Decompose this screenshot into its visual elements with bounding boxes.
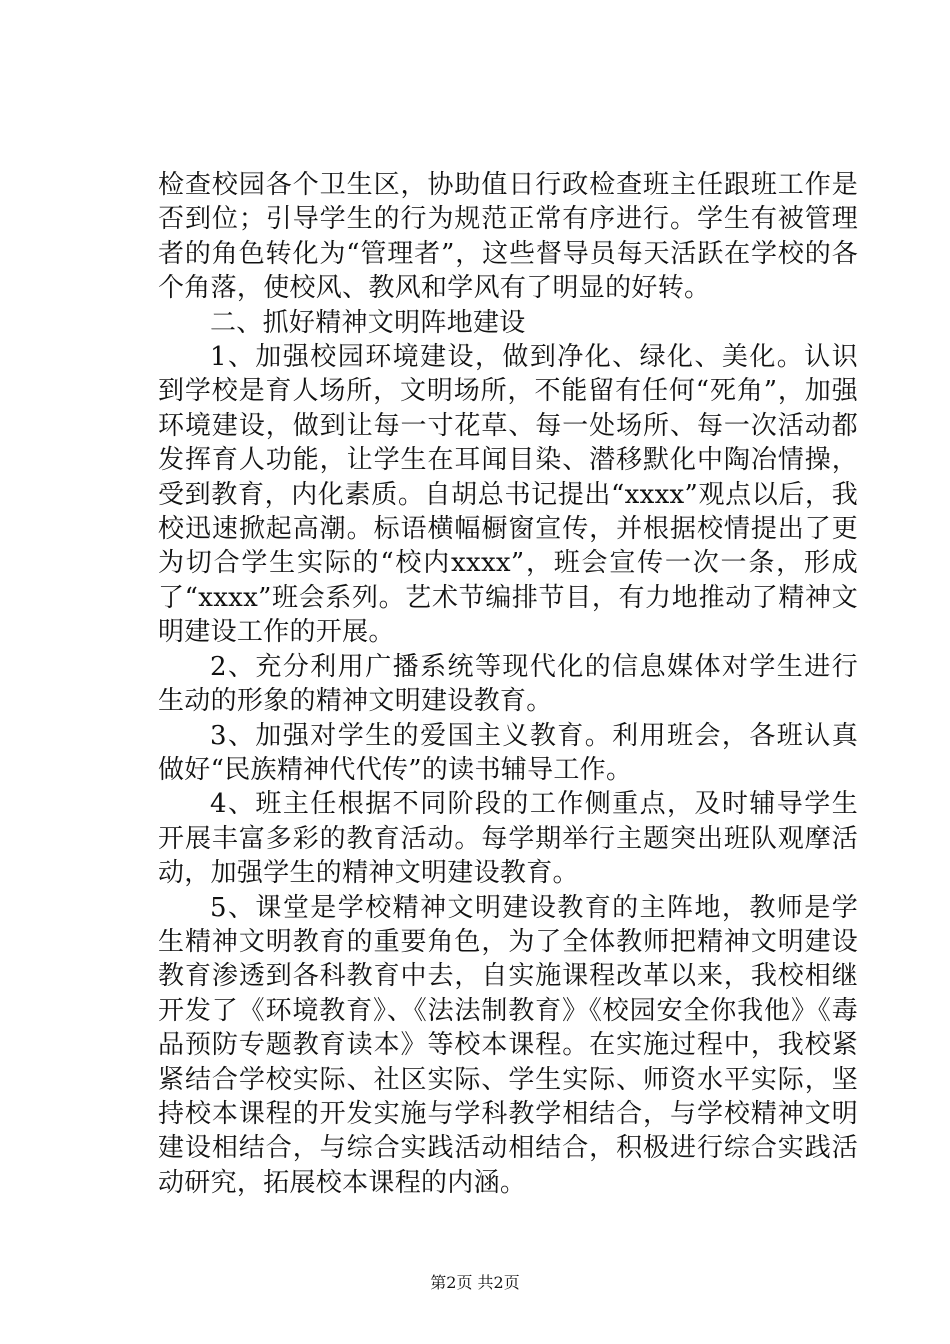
page-footer: [0, 1270, 950, 1293]
paragraph-item-1: 1、加强校园环境建设，做到净化、绿化、美化。认识到学校是育人场所，文明场所，不能留有任何“死角”，加强环境建设，做到让每一寸花草、每一处场所、每一次活动都发挥育人功能，让学生在耳闻目染、潜移默化中陶冶情操，受到教育，内化素质。自胡总书记提出“xxxx”观点以后，我校迅速掀起高潮。标语横幅橱窗宣传，并根据校情提出了更为切合学生实际的“校内xxxx”，班会宣传一次一条，形成了“xxxx”班会系列。艺术节编排节目，有力地推动了精神文明建设工作的开展。: [158, 342, 858, 648]
page-number-label: 第2页 共2页: [430, 1273, 520, 1292]
paragraph-item-3: 3、加强对学生的爱国主义教育。利用班会，各班认真做好“民族精神代代传”的读书辅导工作。: [158, 720, 858, 785]
paragraph-item-4: 4、班主任根据不同阶段的工作侧重点，及时辅导学生开展丰富多彩的教育活动。每学期举行主题突出班队观摩活动，加强学生的精神文明建设教育。: [158, 789, 858, 889]
section-heading: 二、抓好精神文明阵地建设: [210, 307, 526, 338]
paragraph-continuation: 检查校园各个卫生区，协助值日行政检查班主任跟班工作是否到位；引导学生的行为规范正常有序进行。学生有被管理者的角色转化为“管理者”，这些督导员每天活跃在学校的各个角落，使校风、教风和学风有了明显的好转。: [158, 170, 858, 304]
document-body: [158, 168, 858, 1200]
paragraph-item-5: 5、课堂是学校精神文明建设教育的主阵地，教师是学生精神文明教育的重要角色，为了全体教师把精神文明建设教育渗透到各科教育中去，自实施课程改革以来，我校相继开发了《环境教育》、《法法制教育》《校园安全你我他》《毒品预防专题教育读本》等校本课程。在实施过程中，我校紧紧结合学校实际、社区实际、学生实际、师资水平实际，坚持校本课程的开发实施与学科教学相结合，与学校精神文明建设相结合，与综合实践活动相结合，积极进行综合实践活动研究，拓展校本课程的内涵。: [158, 892, 858, 1198]
paragraph-item-2: 2、充分利用广播系统等现代化的信息媒体对学生进行生动的形象的精神文明建设教育。: [158, 651, 858, 717]
